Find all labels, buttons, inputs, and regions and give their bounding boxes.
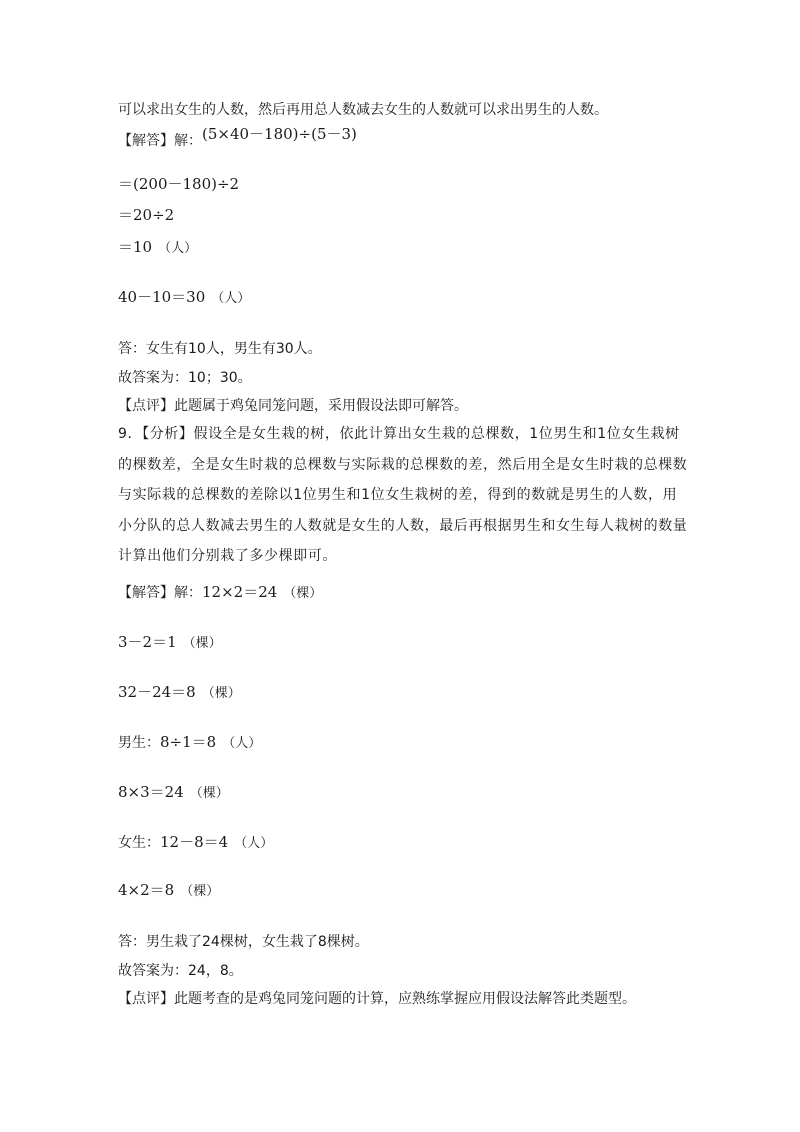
q9-step3: 32－24＝8 xyxy=(118,683,196,701)
q9-comment: 【点评】此题考查的是鸡兔同笼问题的计算，应熟练掌握应用假设法解答此类题型。 xyxy=(118,991,636,1007)
q9-step4-line xyxy=(118,732,261,754)
q9-step4: 8÷1＝8 xyxy=(160,733,217,751)
q8-step5-unit: （人） xyxy=(211,291,251,306)
q9-step3-unit: （棵） xyxy=(201,686,241,701)
q8-step1: (5×40－180)÷(5－3) xyxy=(202,125,357,143)
q9-step6-unit: （人） xyxy=(234,836,274,851)
q8-step3: ＝20÷2 xyxy=(118,206,175,224)
q8-analysis-tail: 可以求出女生的人数，然后再用总人数减去女生的人数就可以求出男生的人数。 xyxy=(118,102,608,118)
q9-step6: 12－8＝4 xyxy=(160,833,229,851)
q9-analysis xyxy=(118,419,690,572)
q9-step7-line xyxy=(118,880,219,902)
q9-step5-unit: （棵） xyxy=(189,786,229,801)
q8-comment: 【点评】此题属于鸡兔同笼问题，采用假设法即可解答。 xyxy=(118,398,468,414)
q9-step2-unit: （棵） xyxy=(182,636,222,651)
q9-solution-line xyxy=(118,582,322,604)
q9-number: 9． xyxy=(118,426,143,442)
q9-step5-line xyxy=(118,782,229,804)
q8-step4-unit: （人） xyxy=(158,241,198,256)
q9-step5: 8×3＝24 xyxy=(118,783,184,801)
q8-solution-label: 【解答】解： xyxy=(118,133,202,149)
q9-step1-unit: （棵） xyxy=(283,586,323,601)
q9-step2-line xyxy=(118,632,222,654)
q8-solution-line xyxy=(118,125,357,151)
q8-final-answer: 故答案为：10；30。 xyxy=(118,370,252,386)
q8-step4: ＝10 xyxy=(118,238,153,256)
q9-step7: 4×2＝8 xyxy=(118,881,175,899)
q9-step1: 12×2＝24 xyxy=(202,583,278,601)
q9-step4-unit: （人） xyxy=(222,736,262,751)
q9-girls-label: 女生： xyxy=(118,835,160,851)
q9-step3-line xyxy=(118,682,241,704)
q9-analysis-text: 【分析】假设全是女生栽的树，依此计算出女生栽的总棵数，1位男生和1位女生栽树的棵数差，全是女生时栽的总棵数与实际栽的总棵数的差，然后用全是女生时栽的总棵数与实际栽的总棵数的差除以1位男生和1位女生栽树的差，得到的数就是男生的人数，用小分队的总人数减去男生的人数就是女生的人数，最后再根据男生和女生每人栽树的数量计算出他们分别栽了多少棵即可。 xyxy=(118,426,688,564)
q9-answer: 答：男生栽了24棵树，女生栽了8棵树。 xyxy=(118,934,369,950)
q8-step2: ＝(200－180)÷2 xyxy=(118,175,240,193)
q8-step5: 40－10＝30 xyxy=(118,288,206,306)
q9-boys-label: 男生： xyxy=(118,735,160,751)
q9-solution-label: 【解答】解： xyxy=(118,585,202,601)
q8-answer: 答：女生有10人，男生有30人。 xyxy=(118,341,322,357)
q9-step2: 3－2＝1 xyxy=(118,633,177,651)
q9-final-answer: 故答案为：24，8。 xyxy=(118,963,243,979)
q9-step6-line xyxy=(118,832,273,854)
q8-step5-line xyxy=(118,287,250,309)
q9-step7-unit: （棵） xyxy=(180,884,220,899)
q8-step4-line xyxy=(118,237,197,259)
